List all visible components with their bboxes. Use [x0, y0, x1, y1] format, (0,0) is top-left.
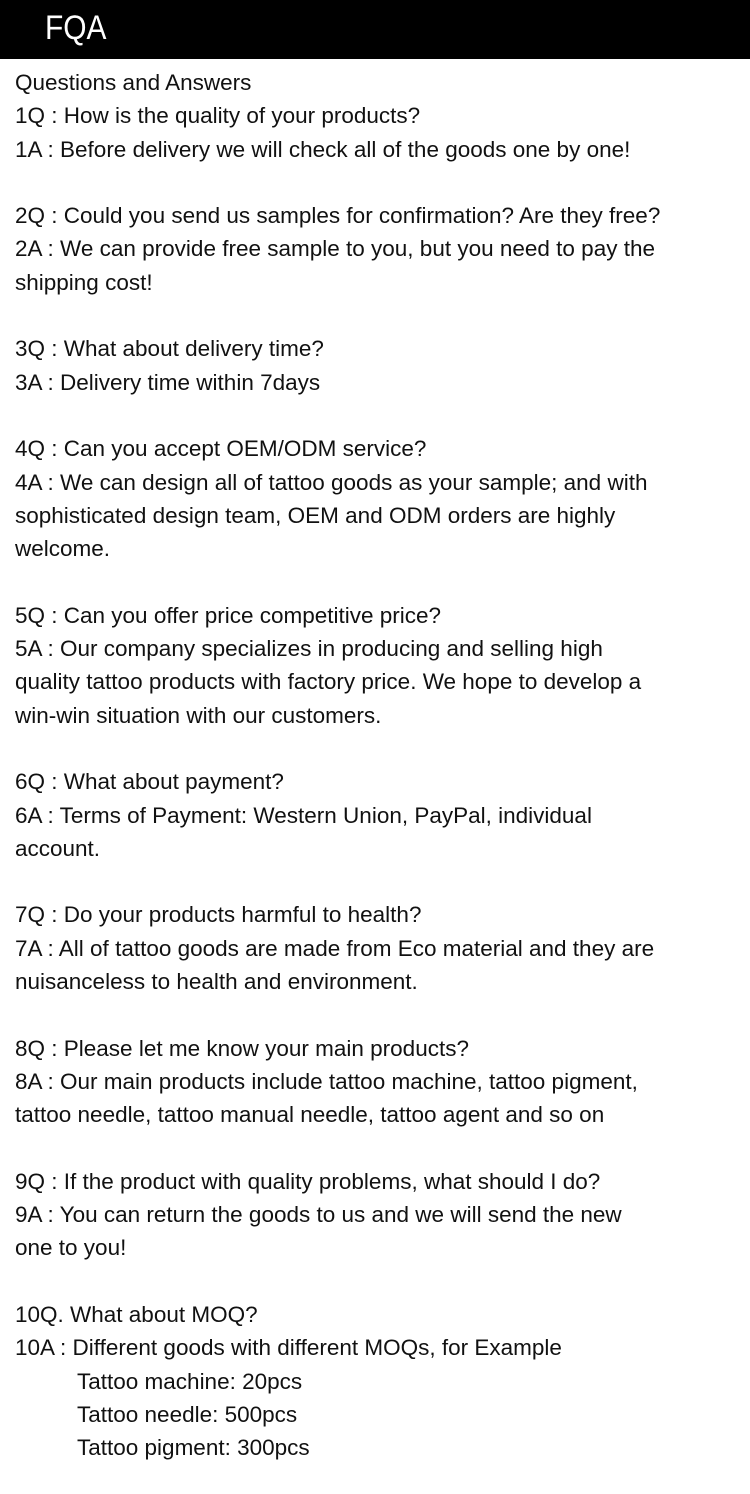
answer-5-line-2: quality tattoo products with factory price. We hope to develop a — [15, 669, 642, 695]
answer-6-line-2: account. — [15, 835, 101, 861]
question-4: 4Q : Can you accept OEM/ODM service? — [15, 436, 427, 462]
answer-9-line-1: 9A : You can return the goods to us and we will send the new — [15, 1202, 622, 1228]
question-10: 10Q. What about MOQ? — [15, 1301, 258, 1327]
answer-1-line-1: 1A : Before delivery we will check all of the goods one by one! — [15, 136, 631, 162]
page-title: FQA — [45, 9, 107, 47]
answer-7-line-1: 7A : All of tattoo goods are made from Eco material and they are — [15, 935, 655, 961]
answer-8-line-1: 8A : Our main products include tattoo machine, tattoo pigment, — [15, 1068, 638, 1094]
question-9: 9Q : If the product with quality problems, what should I do? — [15, 1168, 601, 1194]
moq-item-machine: Tattoo machine: 20pcs — [77, 1368, 303, 1394]
spacer — [15, 166, 745, 199]
header-bar — [0, 0, 750, 59]
faq-heading: Questions and Answers — [15, 70, 252, 95]
question-2: 2Q : Could you send us samples for confirmation? Are they free? — [15, 203, 661, 229]
answer-10-line-1: 10A : Different goods with different MOQs, for Example — [15, 1335, 562, 1361]
answer-8-line-2: tattoo needle, tattoo manual needle, tattoo agent and so on — [15, 1102, 605, 1128]
answer-2-line-2: shipping cost! — [15, 269, 153, 295]
answer-2-line-1: 2A : We can provide free sample to you, but you need to pay the — [15, 236, 655, 262]
spacer — [15, 299, 745, 332]
spacer — [15, 1265, 745, 1298]
moq-item-needle: Tattoo needle: 500pcs — [77, 1401, 298, 1427]
question-7: 7Q : Do your products harmful to health? — [15, 902, 422, 928]
answer-3-line-1: 3A : Delivery time within 7days — [15, 369, 321, 395]
question-5: 5Q : Can you offer price competitive price? — [15, 602, 442, 628]
faq-content — [15, 66, 745, 1464]
answer-9-line-2: one to you! — [15, 1235, 127, 1261]
answer-6-line-1: 6A : Terms of Payment: Western Union, PayPal, individual — [15, 802, 592, 828]
moq-item-pigment: Tattoo pigment: 300pcs — [77, 1435, 310, 1461]
question-1: 1Q : How is the quality of your products? — [15, 103, 421, 129]
question-3: 3Q : What about delivery time? — [15, 336, 324, 362]
question-8: 8Q : Please let me know your main products? — [15, 1035, 469, 1061]
spacer — [15, 1132, 745, 1165]
answer-4-line-2: sophisticated design team, OEM and ODM orders are highly — [15, 502, 616, 528]
answer-4-line-1: 4A : We can design all of tattoo goods as your sample; and with — [15, 469, 648, 495]
answer-5-line-3: win-win situation with our customers. — [15, 702, 382, 728]
spacer — [15, 399, 745, 432]
spacer — [15, 732, 745, 765]
question-6: 6Q : What about payment? — [15, 769, 284, 795]
answer-4-line-3: welcome. — [15, 536, 111, 562]
spacer — [15, 865, 745, 898]
spacer — [15, 565, 745, 598]
answer-5-line-1: 5A : Our company specializes in producing and selling high — [15, 636, 603, 662]
answer-7-line-2: nuisanceless to health and environment. — [15, 969, 418, 995]
spacer — [15, 998, 745, 1031]
